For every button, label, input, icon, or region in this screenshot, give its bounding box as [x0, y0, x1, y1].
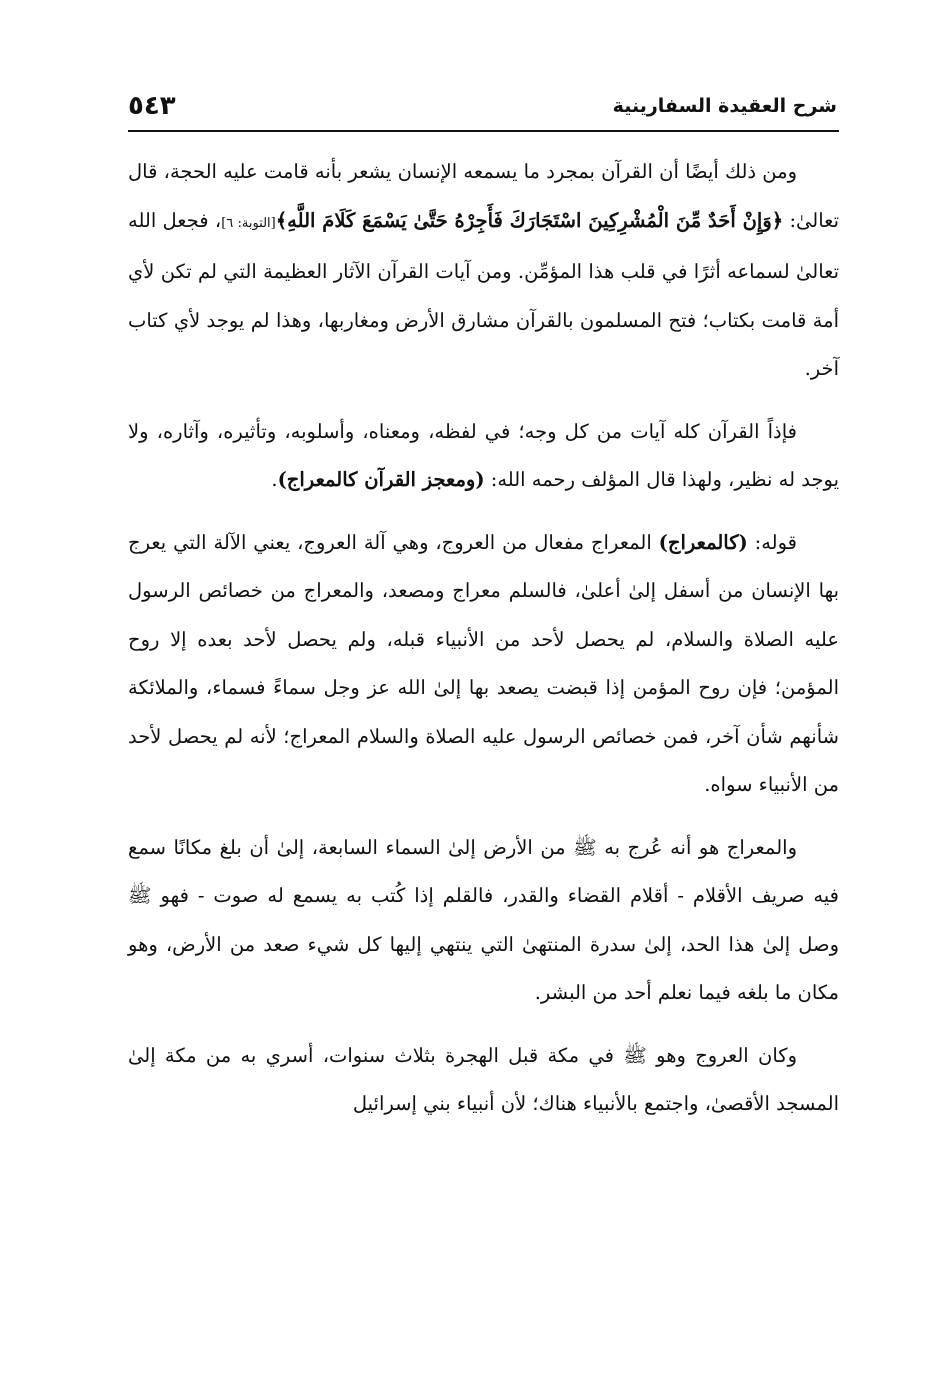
quran-verse: ﴿وَإِنْ أَحَدٌ مِّنَ الْمُشْرِكِينَ اسْتَجَارَكَ فَأَجِرْهُ حَتَّىٰ يَسْمَعَ كَلَامَ اللَّهِ﴾ [275, 208, 784, 232]
paragraph-4-text: والمعراج هو أنه عُرج به ﷺ من الأرض إلىٰ السماء السابعة، إلىٰ أن بلغ مكانًا سمع فيه صريف الأقلام - أقلام القضاء والقدر، فالقلم إذا كُتب به يسمع له صوت - فهو ﷺ وصل إلىٰ هذا الحد، إلىٰ سدرة المنتهىٰ التي ينتهي إليها كل شيء صعد من الأرض، وهو مكان ما بلغه فيما نعلم أحد من البشر. [128, 835, 839, 1004]
paragraph-1 [128, 148, 839, 394]
paragraph-1-text-b: ، فجعل الله تعالىٰ لسماعه أثرًا في قلب هذا المؤمِّن. ومن آيات القرآن الآثار العظيمة التي لم تكن لأي أمة قامت بكتاب؛ فتح المسلمون بالقرآن مشارق الأرض ومغاربها، وهذا لم يوجد لأي كتاب آخر. [128, 208, 839, 380]
paragraph-3 [128, 519, 839, 810]
paragraph-2-text-a: فإذاً القرآن كله آيات من كل وجه؛ في لفظه، ومعناه، وأسلوبه، وتأثيره، وآثاره، ولا يوجد له نظير، ولهذا قال المؤلف رحمه الله: [128, 419, 839, 491]
paragraph-5-text: وكان العروج وهو ﷺ في مكة قبل الهجرة بثلاث سنوات، أسري به من مكة إلىٰ المسجد الأقصىٰ، واجتمع بالأنبياء هناك؛ لأن أنبياء بني إسرائيل [128, 1043, 839, 1115]
page-number: ٥٤٣ [128, 91, 176, 121]
paragraph-5 [128, 1032, 839, 1129]
body-text [128, 148, 839, 1143]
header-rule [128, 130, 839, 132]
paragraph-2-text-b: . [271, 468, 278, 491]
paragraph-2 [128, 408, 839, 505]
paragraph-4 [128, 824, 839, 1018]
paragraph-3-text-b: المعراج مفعال من العروج، وهي آلة العروج، يعني الآلة التي يعرج بها الإنسان من أسفل إلىٰ أعلىٰ، فالسلم معراج ومصعد، والمعراج من خصائص الرسول عليه الصلاة والسلام، لم يحصل لأحد من الأنبياء قبله، ولم يحصل لأحد بعده إلا روح المؤمن؛ فإن روح المؤمن إذا قبضت يصعد بها إلىٰ الله عز وجل سماءً فسماء، والملائكة شأنهم شأن آخر، فمن خصائص الرسول عليه الصلاة والسلام المعراج؛ لأنه لم يحصل لأحد من الأنبياء سواه. [128, 530, 839, 796]
paragraph-1-text-a: ومن ذلك أيضًا أن القرآن بمجرد ما يسمعه الإنسان يشعر بأنه قامت عليه الحجة، قال تعالىٰ: [128, 160, 840, 232]
book-title: شرح العقيدة السفارينية [612, 95, 837, 117]
running-header [128, 84, 837, 128]
author-quote: (ومعجز القرآن كالمعراج) [277, 468, 485, 491]
term-highlight: (كالمعراج) [658, 530, 748, 554]
paragraph-3-text-a: قوله: [747, 530, 797, 554]
verse-reference: [التوبة: ٦] [221, 215, 276, 231]
